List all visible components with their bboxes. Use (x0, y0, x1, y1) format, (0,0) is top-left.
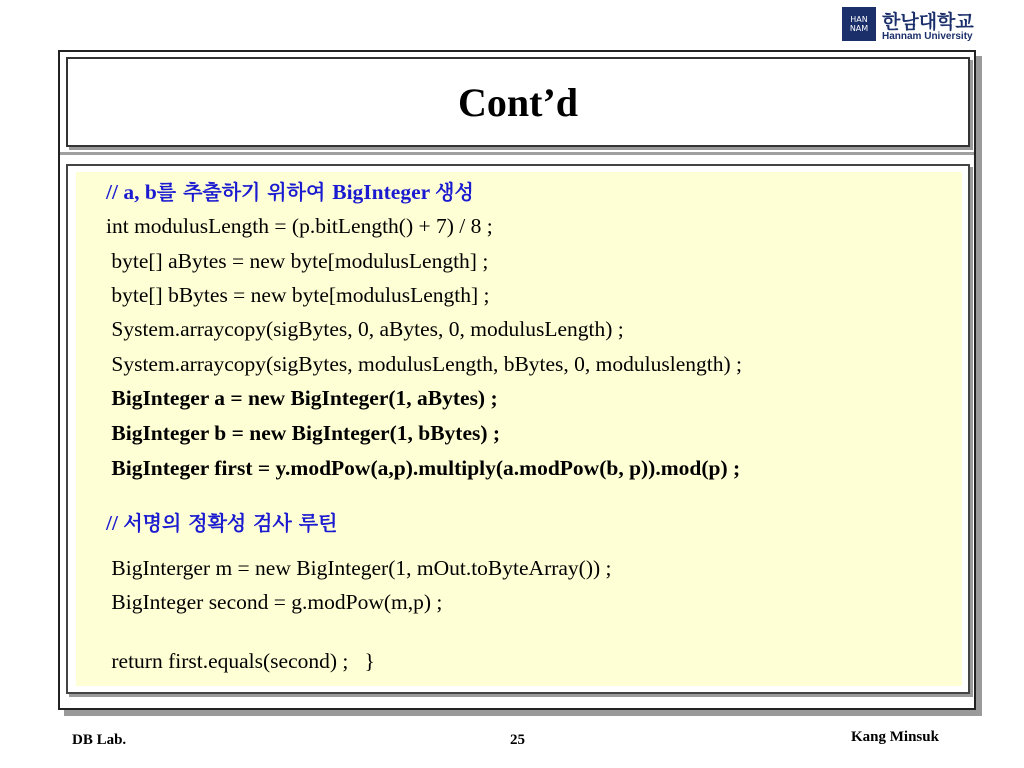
comment-part: 서명의 정확성 검사 루틴 (123, 511, 338, 535)
code-line: BigInterger m = new BigInteger(1, mOut.toByteArray()) ; (106, 556, 612, 580)
code-line: return first.equals(second) ; } (106, 649, 375, 673)
comment-part: 생성 (435, 180, 474, 204)
slide-title: Cont’d (457, 79, 579, 125)
content-box (66, 164, 970, 694)
code-comment (106, 180, 474, 204)
code-line: int modulusLength = (p.bitLength() + 7) / 8 ; (106, 214, 493, 238)
comment-part: // (106, 511, 124, 535)
title-divider (60, 152, 974, 155)
seal-text: HAN NAM (849, 15, 869, 33)
code-line: System.arraycopy(sigBytes, 0, aBytes, 0, modulusLength) ; (106, 317, 624, 341)
logo-korean-name: 한남대학교 (882, 11, 974, 33)
code-line: byte[] bBytes = new byte[modulusLength] ; (106, 283, 490, 307)
footer-lab: DB Lab. (72, 732, 127, 748)
code-line: BigInteger a = new BigInteger(1, aBytes) ; (106, 386, 498, 410)
title-box (66, 57, 970, 147)
code-line: byte[] aBytes = new byte[modulusLength] ; (106, 249, 489, 273)
university-logo (842, 5, 982, 45)
slide-frame (58, 50, 976, 710)
code-line: System.arraycopy(sigBytes, modulusLength, bBytes, 0, moduluslength) ; (106, 352, 742, 376)
code-line: BigInteger second = g.modPow(m,p) ; (106, 590, 443, 614)
comment-part: BigInteger (332, 180, 436, 204)
university-seal-icon (842, 7, 876, 41)
logo-english-name: Hannam University (882, 31, 973, 42)
code-line: BigInteger first = y.modPow(a,p).multiply(a.modPow(b, p)).mod(p) ; (106, 456, 741, 480)
footer-author: Kang Minsuk (851, 729, 939, 745)
footer-page-number: 25 (510, 732, 525, 748)
code-line: BigInteger b = new BigInteger(1, bBytes) ; (106, 421, 501, 445)
code-comment (106, 511, 337, 535)
code-block (76, 172, 962, 686)
comment-part: 를 추출하기 위하여 (156, 180, 333, 204)
comment-part: // a, b (106, 180, 157, 204)
